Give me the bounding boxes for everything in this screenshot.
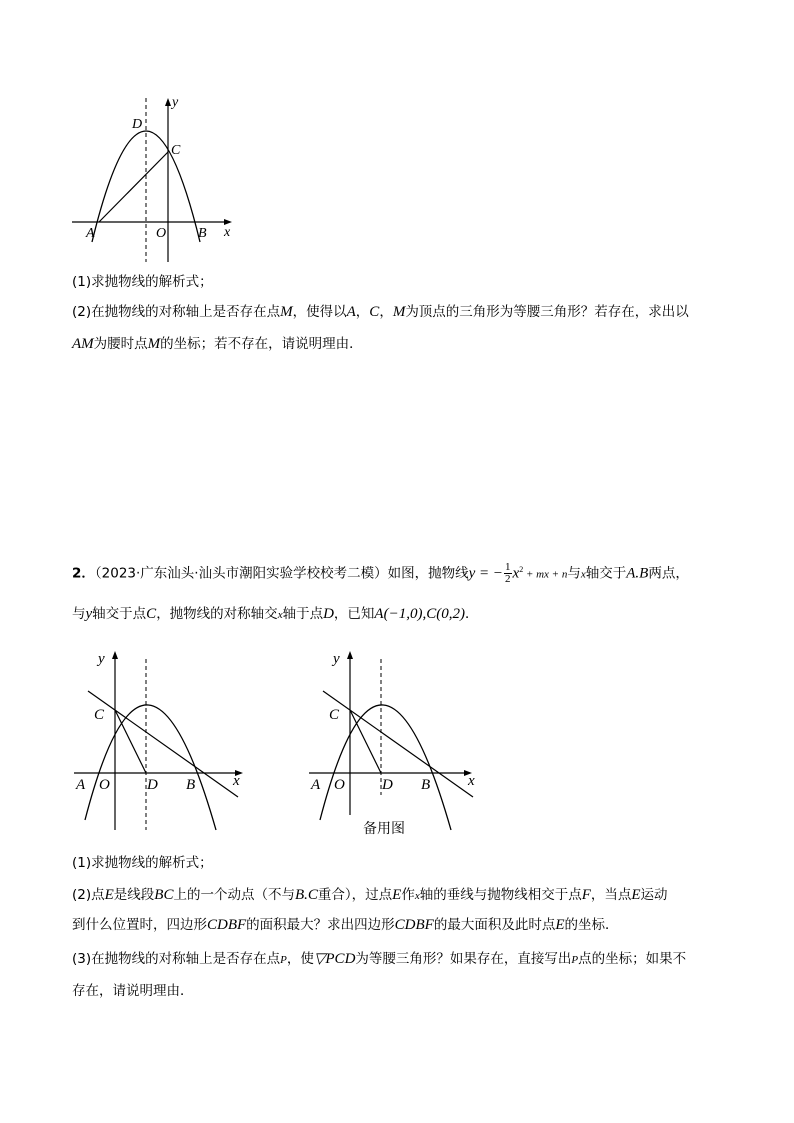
fig1-label-a: A [86, 226, 95, 241]
fig3-label-d: D [382, 777, 393, 793]
figure-1-parabola [60, 90, 250, 270]
fig1-label-c: C [171, 143, 181, 158]
fig1-label-o: O [156, 226, 167, 241]
q1-part1: (1)求抛物线的解析式； [72, 274, 213, 290]
q1-part2-line1: (2)在抛物线的对称轴上是否存在点M，使得以A，C，M为顶点的三角形为等腰三角形？若存在，求出以 [72, 304, 689, 320]
fig2-label-y: y [98, 651, 105, 667]
fig2-label-d: D [147, 777, 158, 793]
fig1-label-b: B [198, 226, 207, 241]
fig1-label-x: x [224, 225, 231, 240]
fig3-label-o: O [334, 777, 345, 793]
fig2-label-b: B [186, 777, 196, 793]
fig3-label-y: y [333, 651, 340, 667]
q2-part3-line1: (3)在抛物线的对称轴上是否存在点P，使▽PCD为等腰三角形？如果存在，直接写出P点的坐标；如果不 [72, 951, 687, 967]
figure-2-parabola [70, 645, 260, 835]
fig2-label-a: A [76, 777, 86, 793]
fig3-label-x: x [468, 773, 475, 789]
fig3-label-a: A [311, 777, 321, 793]
figure-3-backup [305, 645, 495, 845]
fig2-label-x: x [233, 773, 240, 789]
q2-header-line2: 与y轴交于点C，抛物线的对称轴交x轴于点D，已知A(−1,0),C(0,2)． [72, 606, 479, 622]
q2-part2-line2: 到什么位置时，四边形CDBF的面积最大？求出四边形CDBF的最大面积及此时点E的坐标． [72, 917, 619, 933]
figure-3-caption: 备用图 [363, 821, 405, 837]
q2-part1: (1)求抛物线的解析式； [72, 855, 213, 871]
fig1-label-y: y [172, 95, 179, 110]
fig1-label-d: D [132, 117, 143, 132]
q2-part2-line1: (2)点E是线段BC上的一个动点（不与B.C重合），过点E作x轴的垂线与抛物线相交于点F，当点E运动 [72, 887, 668, 903]
fig2-label-c: C [94, 707, 105, 723]
q2-header-line1: 2．（2023·广东汕头·汕头市潮阳实验学校校考二模）如图，抛物线y = − $\frac{1}{2}$ $x^2$ + mx + n与x轴交于A.B两点， [72, 561, 689, 585]
fig3-label-c: C [329, 707, 340, 723]
q1-part2-line2: AM为腰时点M的坐标；若不存在，请说明理由． [72, 336, 363, 352]
fig3-label-b: B [421, 777, 431, 793]
fig2-label-o: O [99, 777, 110, 793]
q2-part3-line2: 存在，请说明理由． [72, 983, 194, 999]
